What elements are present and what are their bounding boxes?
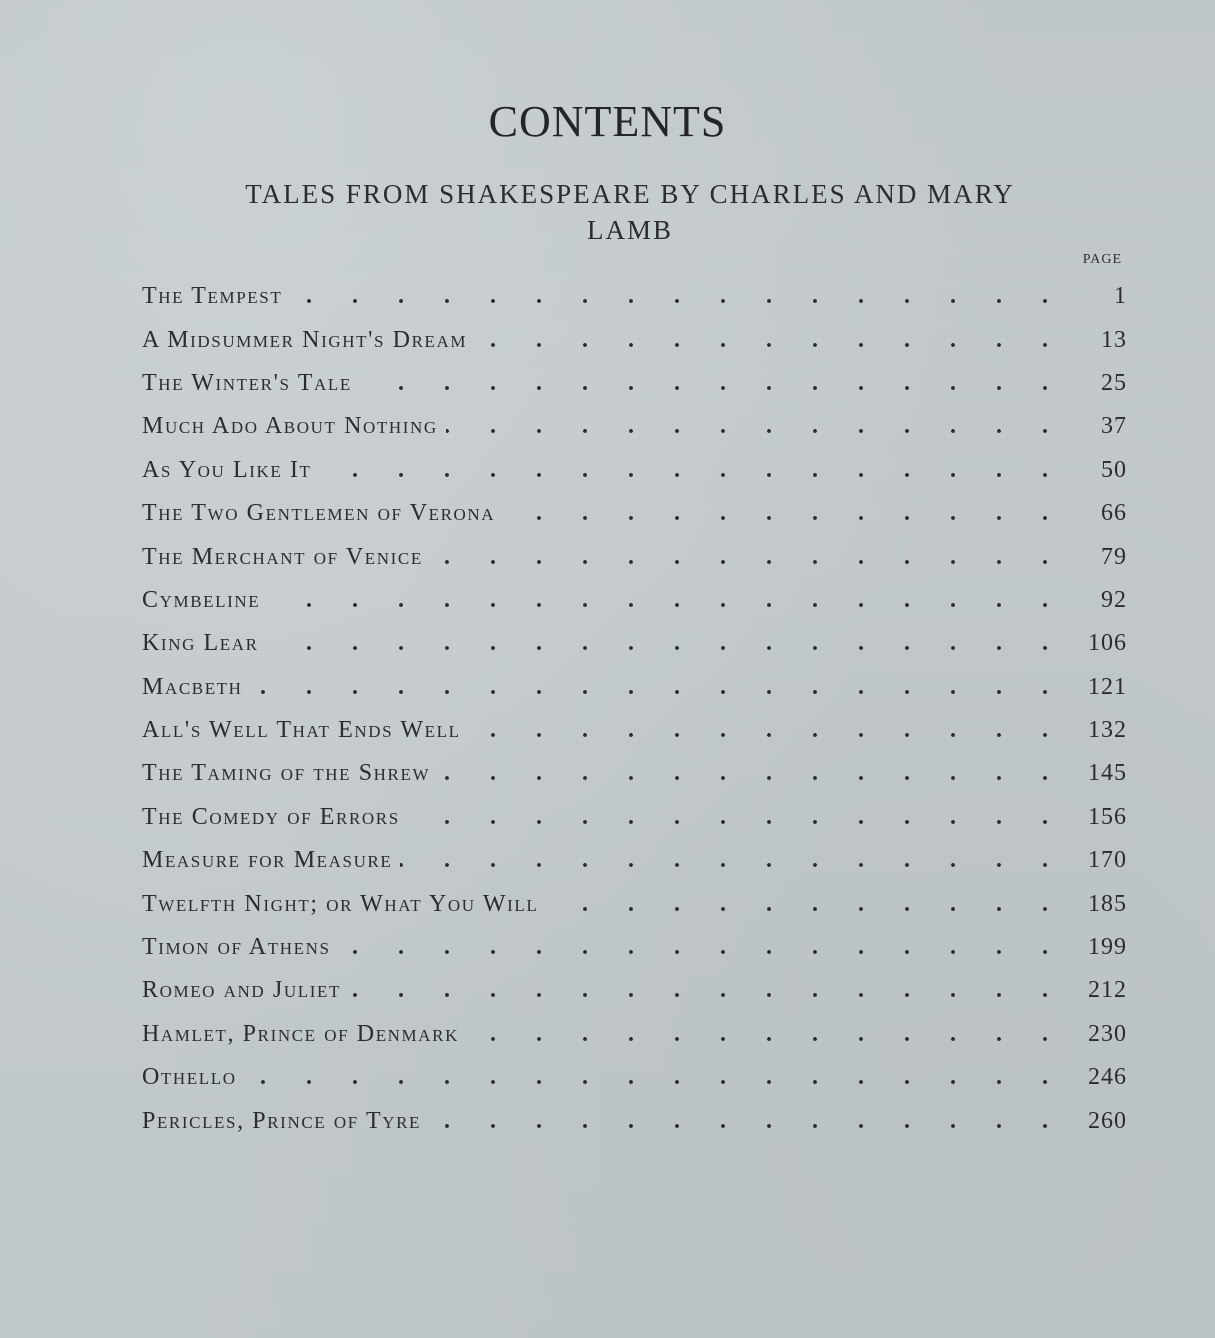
toc-entry-title: Cymbeline <box>142 586 261 613</box>
toc-entry-title: Twelfth Night; or What You Will <box>142 890 539 917</box>
toc-entry-page: 156 <box>1088 803 1127 830</box>
dot-leader <box>268 587 1079 614</box>
toc-entry-title: The Two Gentlemen of Verona <box>142 500 496 527</box>
table-of-contents <box>142 275 1127 1143</box>
toc-entry-title: All's Well That Ends Well <box>142 717 461 744</box>
toc-entry <box>142 275 1127 318</box>
dot-leader <box>400 847 1079 874</box>
toc-entry <box>142 535 1127 578</box>
toc-entry-title: Timon of Athens <box>142 934 331 961</box>
toc-entry-page: 1 <box>1114 283 1127 310</box>
toc-entry-page: 121 <box>1088 673 1127 700</box>
toc-entry-page: 37 <box>1101 413 1127 440</box>
dot-leader <box>469 717 1079 744</box>
toc-entry-page: 212 <box>1088 977 1127 1004</box>
toc-entry-page: 25 <box>1101 369 1127 396</box>
toc-entry-title: Hamlet, Prince of Denmark <box>142 1020 459 1047</box>
toc-entry-page: 79 <box>1101 543 1127 570</box>
dot-leader <box>349 977 1079 1004</box>
dot-leader <box>429 1108 1079 1135</box>
toc-entry-page: 92 <box>1101 586 1127 613</box>
toc-entry-title: Pericles, Prince of Tyre <box>142 1107 421 1134</box>
toc-entry <box>142 622 1127 665</box>
page-column-label: PAGE <box>1082 252 1122 267</box>
toc-entry <box>142 318 1127 361</box>
toc-entry <box>142 449 1127 492</box>
toc-entry <box>142 405 1127 448</box>
section-subtitle: TALES FROM SHAKESPEARE BY CHARLES AND MARY LAMB <box>245 179 1015 245</box>
toc-entry <box>142 492 1127 535</box>
dot-leader <box>438 760 1079 787</box>
toc-entry-page: 246 <box>1088 1064 1127 1091</box>
toc-entry-title: The Merchant of Venice <box>142 543 423 570</box>
dot-leader <box>467 1021 1079 1048</box>
dot-leader <box>267 630 1079 657</box>
toc-entry-title: The Winter's Tale <box>142 369 352 396</box>
dot-leader <box>446 413 1079 440</box>
toc-entry-page: 145 <box>1088 760 1127 787</box>
toc-entry-title: Romeo and Juliet <box>142 977 341 1004</box>
toc-entry-page: 106 <box>1088 630 1127 657</box>
toc-entry-title: Othello <box>142 1064 237 1091</box>
toc-entry <box>142 666 1127 709</box>
dot-leader <box>408 804 1079 831</box>
toc-entry-title: The Comedy of Errors <box>142 803 400 830</box>
toc-entry-title: Measure for Measure <box>142 847 393 874</box>
toc-entry-page: 185 <box>1088 890 1127 917</box>
toc-entry-page: 230 <box>1088 1020 1127 1047</box>
dot-leader <box>360 370 1079 397</box>
dot-leader <box>546 891 1079 918</box>
toc-entry-page: 66 <box>1101 500 1127 527</box>
toc-entry-page: 170 <box>1088 847 1127 874</box>
toc-entry <box>142 1013 1127 1056</box>
toc-entry <box>142 579 1127 622</box>
dot-leader <box>320 457 1079 484</box>
toc-entry-title: A Midsummer Night's Dream <box>142 326 468 353</box>
toc-entry <box>142 752 1127 795</box>
toc-entry-page: 260 <box>1088 1107 1127 1134</box>
toc-entry-page: 50 <box>1101 456 1127 483</box>
toc-entry-title: The Taming of the Shrew <box>142 760 431 787</box>
toc-entry <box>142 882 1127 925</box>
dot-leader <box>339 934 1079 961</box>
toc-entry <box>142 362 1127 405</box>
dot-leader <box>431 544 1079 571</box>
dot-leader <box>290 283 1079 310</box>
toc-entry-title: Macbeth <box>142 673 243 700</box>
toc-entry <box>142 1099 1127 1142</box>
toc-entry-title: As You Like It <box>142 456 312 483</box>
toc-entry-title: Much Ado About Nothing <box>142 413 438 440</box>
toc-entry <box>142 839 1127 882</box>
toc-entry <box>142 926 1127 969</box>
page-title: CONTENTS <box>488 97 727 146</box>
dot-leader <box>475 327 1079 354</box>
toc-entry <box>142 796 1127 839</box>
dot-leader <box>503 500 1079 527</box>
dot-leader <box>251 674 1079 701</box>
toc-entry-page: 13 <box>1101 326 1127 353</box>
toc-entry-page: 199 <box>1088 934 1127 961</box>
toc-entry <box>142 969 1127 1012</box>
toc-entry-page: 132 <box>1088 717 1127 744</box>
toc-entry <box>142 709 1127 752</box>
toc-entry-title: The Tempest <box>142 283 283 310</box>
dot-leader <box>245 1064 1079 1091</box>
toc-entry-title: King Lear <box>142 630 259 657</box>
toc-entry <box>142 1056 1127 1099</box>
